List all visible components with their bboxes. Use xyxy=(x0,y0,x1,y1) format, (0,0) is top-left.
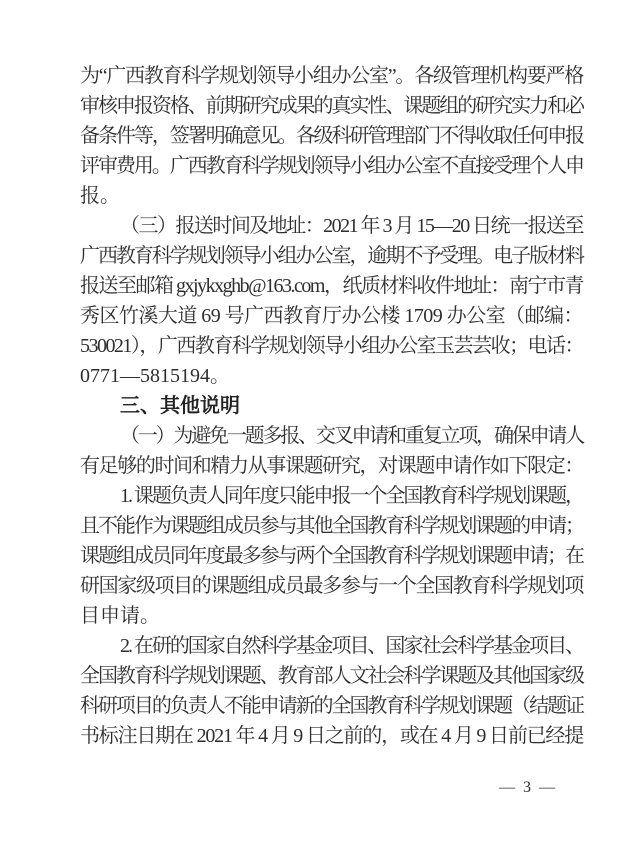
paragraph-line: 为“广西教育科学规划领导小组办公室”。各级管理机构要严格 xyxy=(80,65,583,87)
paragraph-line: 秀区竹溪大道 69 号广西教育厅办公楼 1709 办公室（邮编： xyxy=(80,305,583,327)
paragraph-line: 科研项目的负责人不能申请新的全国教育科学规划课题（结题证 xyxy=(80,695,583,717)
paragraph-line: 审核申报资格、前期研究成果的真实性、课题组的研究实力和必 xyxy=(80,95,583,117)
paragraph-line: 2. 在研的国家自然科学基金项目、国家社会科学基金项目、 xyxy=(120,635,583,657)
paragraph-line: 530021），广西教育科学规划领导小组办公室玉芸芸收；电话： xyxy=(80,335,583,357)
paragraph-line: （一）为避免一题多报、交叉申请和重复立项，确保申请人 xyxy=(120,425,583,447)
paragraph-line: 评审费用。广西教育科学规划领导小组办公室不直接受理个人申 xyxy=(80,155,583,177)
paragraph-line: 课题组成员同年度最多参与两个全国教育科学规划课题申请；在 xyxy=(80,545,583,567)
paragraph-line: 且不能作为课题组成员参与其他全国教育科学规划课题的申请； xyxy=(80,515,583,537)
paragraph-line: 1. 课题负责人同年度只能申报一个全国教育科学规划课题， xyxy=(120,485,583,507)
page-number: — 3 — xyxy=(499,779,557,796)
paragraph-line: 广西教育科学规划领导小组办公室，逾期不予受理。电子版材料 xyxy=(80,245,583,267)
paragraph-line: 书标注日期在 2021 年 4 月 9 日之前的，或在 4 月 9 日前已经提 xyxy=(80,725,583,747)
paragraph-line: 全国教育科学规划课题、教育部人文社会科学课题及其他国家级 xyxy=(80,665,583,687)
paragraph-line: （三）报送时间及地址：2021 年 3 月 15—20 日统一报送至 xyxy=(120,215,583,237)
document-body xyxy=(80,61,583,751)
paragraph-line: 研国家级项目的课题组成员最多参与一个全国教育科学规划项 xyxy=(80,575,583,597)
paragraph-line: 目申请。 xyxy=(80,605,160,627)
paragraph-line: 报。 xyxy=(80,185,120,207)
section-heading: 三、其他说明 xyxy=(120,395,240,417)
paragraph-line: 有足够的时间和精力从事课题研究，对课题申请作如下限定： xyxy=(80,455,583,477)
paragraph-line: 0771—5815194。 xyxy=(80,365,230,387)
paragraph-line: 备条件等，签署明确意见。各级科研管理部门不得收取任何申报 xyxy=(80,125,583,147)
paragraph-line: 报送至邮箱 gxjykxghb@163.com，纸质材料收件地址：南宁市青 xyxy=(80,275,583,297)
